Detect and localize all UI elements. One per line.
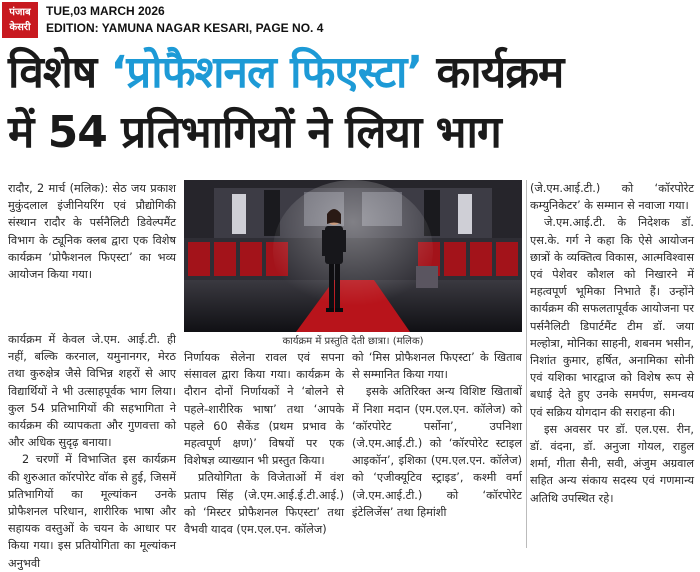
paragraph: कार्यक्रम में केवल जे.एम. आई.टी. ही नहीं, बल्कि करनाल, यमुनानगर, मेरठ तथा कुरुक्षेत्र जैसे विभिन्न शहरों से आए विद्यार्थियों ने भी उत्साहपूर्वक भाग लिया। कुल 54 प्रतिभागियों की सहभागिता ने कार्यक्रम की व्यापकता और गुणवत्ता को और अधिक सुदृढ़ बनाया। — [8, 333, 176, 450]
article-column-3 — [352, 349, 522, 521]
paragraph: इसके अतिरिक्त अन्य विशिष्ट खिताबों में निशा मदान (एम.एल.एन. कॉलेज) को ‘कॉरपोरेट पर्सोना’, उपनिशा (जे.एम.आई.टी.) को ‘कॉरपोरेट स्टाइल आइकॉन’, इशिका (एम.एल.एन. कॉलेज) को ‘एजीक्यूटिव स्ट्राइड’, कश्मी वर्मा (जे.एम.आई.टी.) को ‘कॉरपोरेट इंटेलिजेंस’ तथा हिमांशी — [352, 385, 522, 519]
article-column-1-continued — [8, 331, 176, 572]
paragraph: रादौर, 2 मार्च (मलिक): सेठ जय प्रकाश मुकुंदलाल इंजीनियरिंग एवं प्रौद्योगिकी संस्थान रादौर के पर्सनैलिटी डिवेल्पमैंट विभाग के ट्यूनिक क्लब द्वारा एक विशेष कार्यक्रम ‘प्रोफैशनल फिएस्टा’ का भव्य आयोजन किया गया। — [8, 182, 176, 282]
paragraph: को ‘मिस प्रोफैशनल फिएस्टा’ के खिताब से सम्मानित किया गया। — [352, 351, 522, 382]
newspaper-logo — [2, 2, 38, 38]
article-column-4 — [530, 180, 694, 507]
edition-info — [46, 3, 323, 37]
event-photo — [184, 180, 522, 332]
publication-date: TUE,03 MARCH 2026 — [46, 4, 165, 18]
masthead — [0, 0, 700, 42]
paragraph: 2 चरणों में विभाजित इस कार्यक्रम की शुरुआत कॉरपोरेट वॉक से हुई, जिसमें प्रतिभागियों का मूल्यांकन उनके प्रोफैशनल परिधान, शारीरिक भाषा और सहायक वस्तुओं के चयन के आधार पर किया गया। इस प्रतियोगिता का मूल्यांकन अनुभवी — [8, 453, 176, 570]
headline-line1 — [8, 44, 563, 102]
event-stage-illustration — [184, 180, 522, 332]
headline-line2: में 54 प्रतिभागियों ने लिया भाग — [8, 107, 501, 158]
article-column-1 — [8, 180, 176, 283]
article-column-2 — [184, 349, 344, 538]
headline-prefix: विशेष — [8, 47, 97, 98]
paragraph: निर्णायक सेलेना रावल एवं सपना संसावल द्वारा किया गया। कार्यक्रम के दौरान दोनों निर्णायकों ने ‘बोलने से पहले-शारीरिक भाषा’ तथा ‘आपके पहले 60 सैकेंड (प्रथम प्रभाव के महत्वपूर्ण क्षण)’ विषयों पर एक विशेषज्ञ व्याख्यान भी प्रस्तुत किया। — [184, 351, 344, 468]
logo-line1: पंजाब — [9, 7, 31, 18]
column-divider — [526, 180, 527, 548]
headline-suffix: कार्यक्रम — [436, 47, 564, 98]
paragraph: प्रतियोगिता के विजेताओं में वंश प्रताप सिंह (जे.एम.आई.ई.टी.आई.) को ‘मिस्टर प्रोफैशनल फिएस्टा’ तथा वैभवी यादव (एम.एल.एन. कॉलेज) — [184, 471, 344, 537]
paragraph: (जे.एम.आई.टी.) को ‘कॉरपोरेट कम्युनिकेटर’ के सम्मान से नवाजा गया। — [530, 182, 694, 213]
photo-caption: कार्यक्रम में प्रस्तुति देती छात्रा। (मलिक) — [282, 336, 424, 347]
paragraph: जे.एम.आई.टी. के निदेशक डॉ. एस.के. गर्ग ने कहा कि ऐसे आयोजन छात्रों के व्यक्तित्व विकास, आत्मविश्वास एवं पेशेवर कौशल को निखारने में महत्वपूर्ण भूमिका निभाते हैं। उन्होंने कार्यक्रम की सफलतापूर्वक आयोजना पर पर्सनैलिटी डिपार्टमैंट टीम डॉ. जया मल्होत्रा, मोनिका साहनी, शबनम भसीन, निशांत कुमार, हर्षित, अनामिका सोनी एवं यशिका भारद्वाज को विशेष रूप से बधाई देते हुए उनके समर्पण, समन्वय एवं सक्रिय योगदान की सराहना की। — [530, 216, 694, 419]
headline-accent: ‘प्रोफैशनल फिएस्टा’ — [110, 47, 423, 98]
paragraph: इस अवसर पर डॉ. एल.एस. रीन, डॉ. वंदना, डॉ. अनुजा गोयल, राहुल शर्मा, गीता सैनी, सवी, अंजुम अग्रवाल सहित अन्य संकाय सदस्य एवं गणमान्य अतिथि उपस्थित रहे। — [530, 422, 694, 505]
edition-name: EDITION: YAMUNA NAGAR KESARI, PAGE NO. 4 — [46, 21, 324, 35]
logo-line2: केसरी — [9, 22, 31, 33]
